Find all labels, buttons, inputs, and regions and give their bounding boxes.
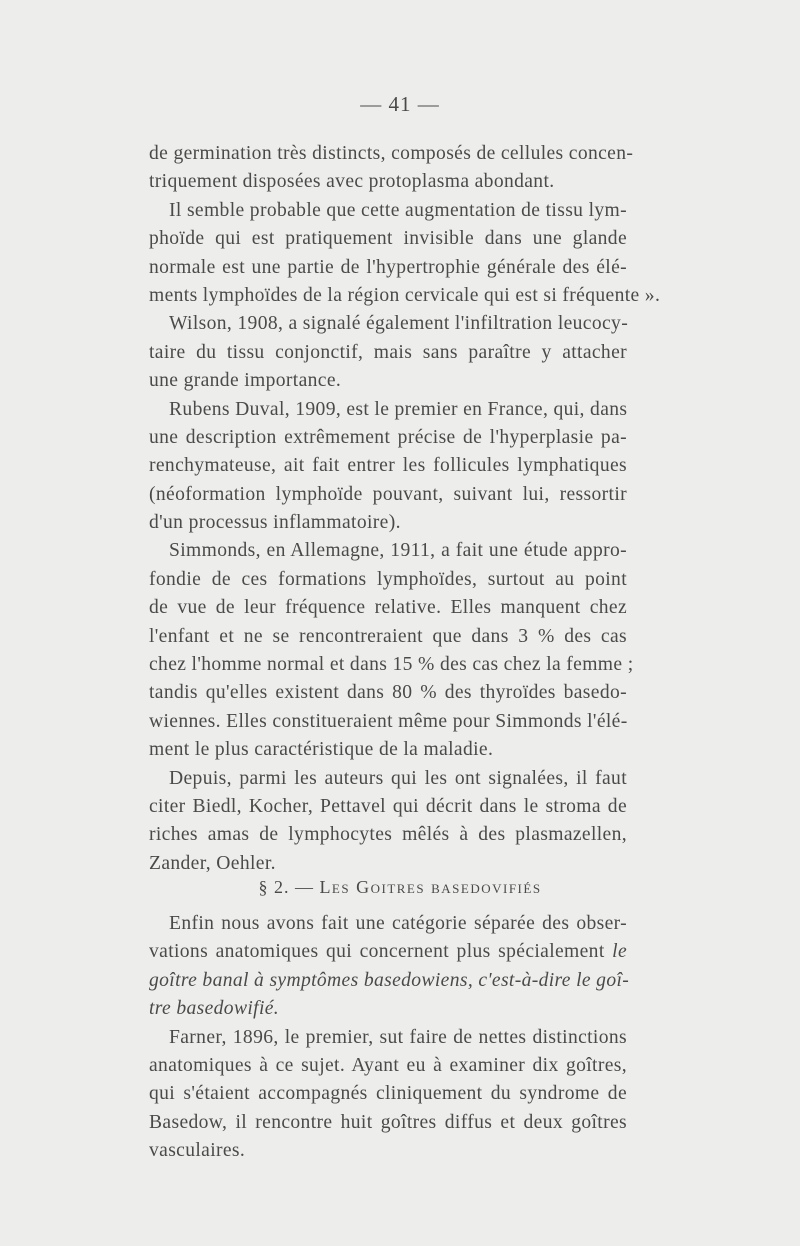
- text-line: chez l'homme normal et dans 15 % des cas chez la femme ;: [149, 654, 634, 676]
- text-line: de germination très distincts, composés de cellules concen-: [149, 143, 634, 164]
- text-line: une grande importance.: [149, 370, 342, 392]
- text-line: [149, 938, 627, 966]
- text-line: Enfin nous avons fait une catégorie séparée des obser-: [169, 913, 627, 934]
- text-line: (néoformation lymphoïde pouvant, suivant lui, ressortir: [149, 483, 627, 505]
- text-line: l'enfant et ne se rencontreraient que dans 3 % des cas: [149, 625, 627, 647]
- text-line: tandis qu'elles existent dans 80 % des thyroïdes basedo-: [149, 682, 627, 704]
- text-line: Basedow, il rencontre huit goîtres diffus et deux goîtres: [149, 1111, 627, 1133]
- italic-span: le: [612, 941, 627, 963]
- text-line: qui s'étaient accompagnés cliniquement du syndrome de: [149, 1083, 627, 1105]
- text-line: Rubens Duval, 1909, est le premier en France, qui, dans: [169, 398, 628, 420]
- text-line: vasculaires.: [149, 1140, 246, 1162]
- text-line: wiennes. Elles constitueraient même pour Simmonds l'élé-: [149, 710, 628, 732]
- text-line: normale est une partie de l'hypertrophie générale des élé-: [149, 256, 627, 278]
- text-line: Depuis, parmi les auteurs qui les ont signalées, il faut: [169, 767, 627, 789]
- text-line: ment le plus caractéristique de la maladie.: [149, 739, 494, 761]
- text-line: de vue de leur fréquence relative. Elles manquent chez: [149, 597, 627, 619]
- section-heading: [0, 877, 800, 898]
- page-number: — 41 —: [360, 92, 440, 116]
- text-line: phoïde qui est pratiquement invisible dans une glande: [149, 228, 627, 250]
- text-line: renchymateuse, ait fait entrer les follicules lymphatiques: [149, 455, 627, 477]
- text-line: Wilson, 1908, a signalé également l'infiltration leucocy-: [169, 313, 629, 335]
- text-span: vations anatomiques qui concernent plus spécialement: [149, 941, 605, 963]
- text-line: anatomiques à ce sujet. Ayant eu à examiner dix goîtres,: [149, 1054, 627, 1076]
- body-text-lower: [149, 910, 630, 1166]
- text-line: riches amas de lymphocytes mêlés à des plasmazellen,: [149, 824, 627, 846]
- text-line: Farner, 1896, le premier, sut faire de nettes distinctions: [169, 1026, 627, 1048]
- text-line: Zander, Oehler.: [149, 852, 276, 874]
- text-line-italic: tre basedowifié.: [149, 998, 280, 1020]
- section-number: § 2. —: [258, 877, 314, 897]
- text-line: Simmonds, en Allemagne, 1911, a fait une étude appro-: [169, 540, 627, 562]
- text-line: triquement disposées avec protoplasma abondant.: [149, 171, 555, 193]
- text-line: fondie de ces formations lymphoïdes, surtout au point: [149, 568, 627, 590]
- text-line: taire du tissu conjonctif, mais sans paraître y attacher: [149, 341, 627, 363]
- text-line: d'un processus inflammatoire).: [149, 512, 401, 534]
- text-line: Il semble probable que cette augmentation de tissu lym-: [169, 199, 627, 221]
- text-line-italic: goître banal à symptômes basedowiens, c'est-à-dire le goî-: [149, 969, 630, 991]
- text-line: ments lymphoïdes de la région cervicale qui est si fréquente ».: [149, 284, 661, 306]
- text-line: citer Biedl, Kocher, Pettavel qui décrit dans le stroma de: [149, 795, 627, 817]
- section-title: Les Goitres basedovifiés: [319, 877, 542, 897]
- text-line: une description extrêmement précise de l'hyperplasie pa-: [149, 426, 627, 448]
- body-text-upper: [149, 140, 661, 878]
